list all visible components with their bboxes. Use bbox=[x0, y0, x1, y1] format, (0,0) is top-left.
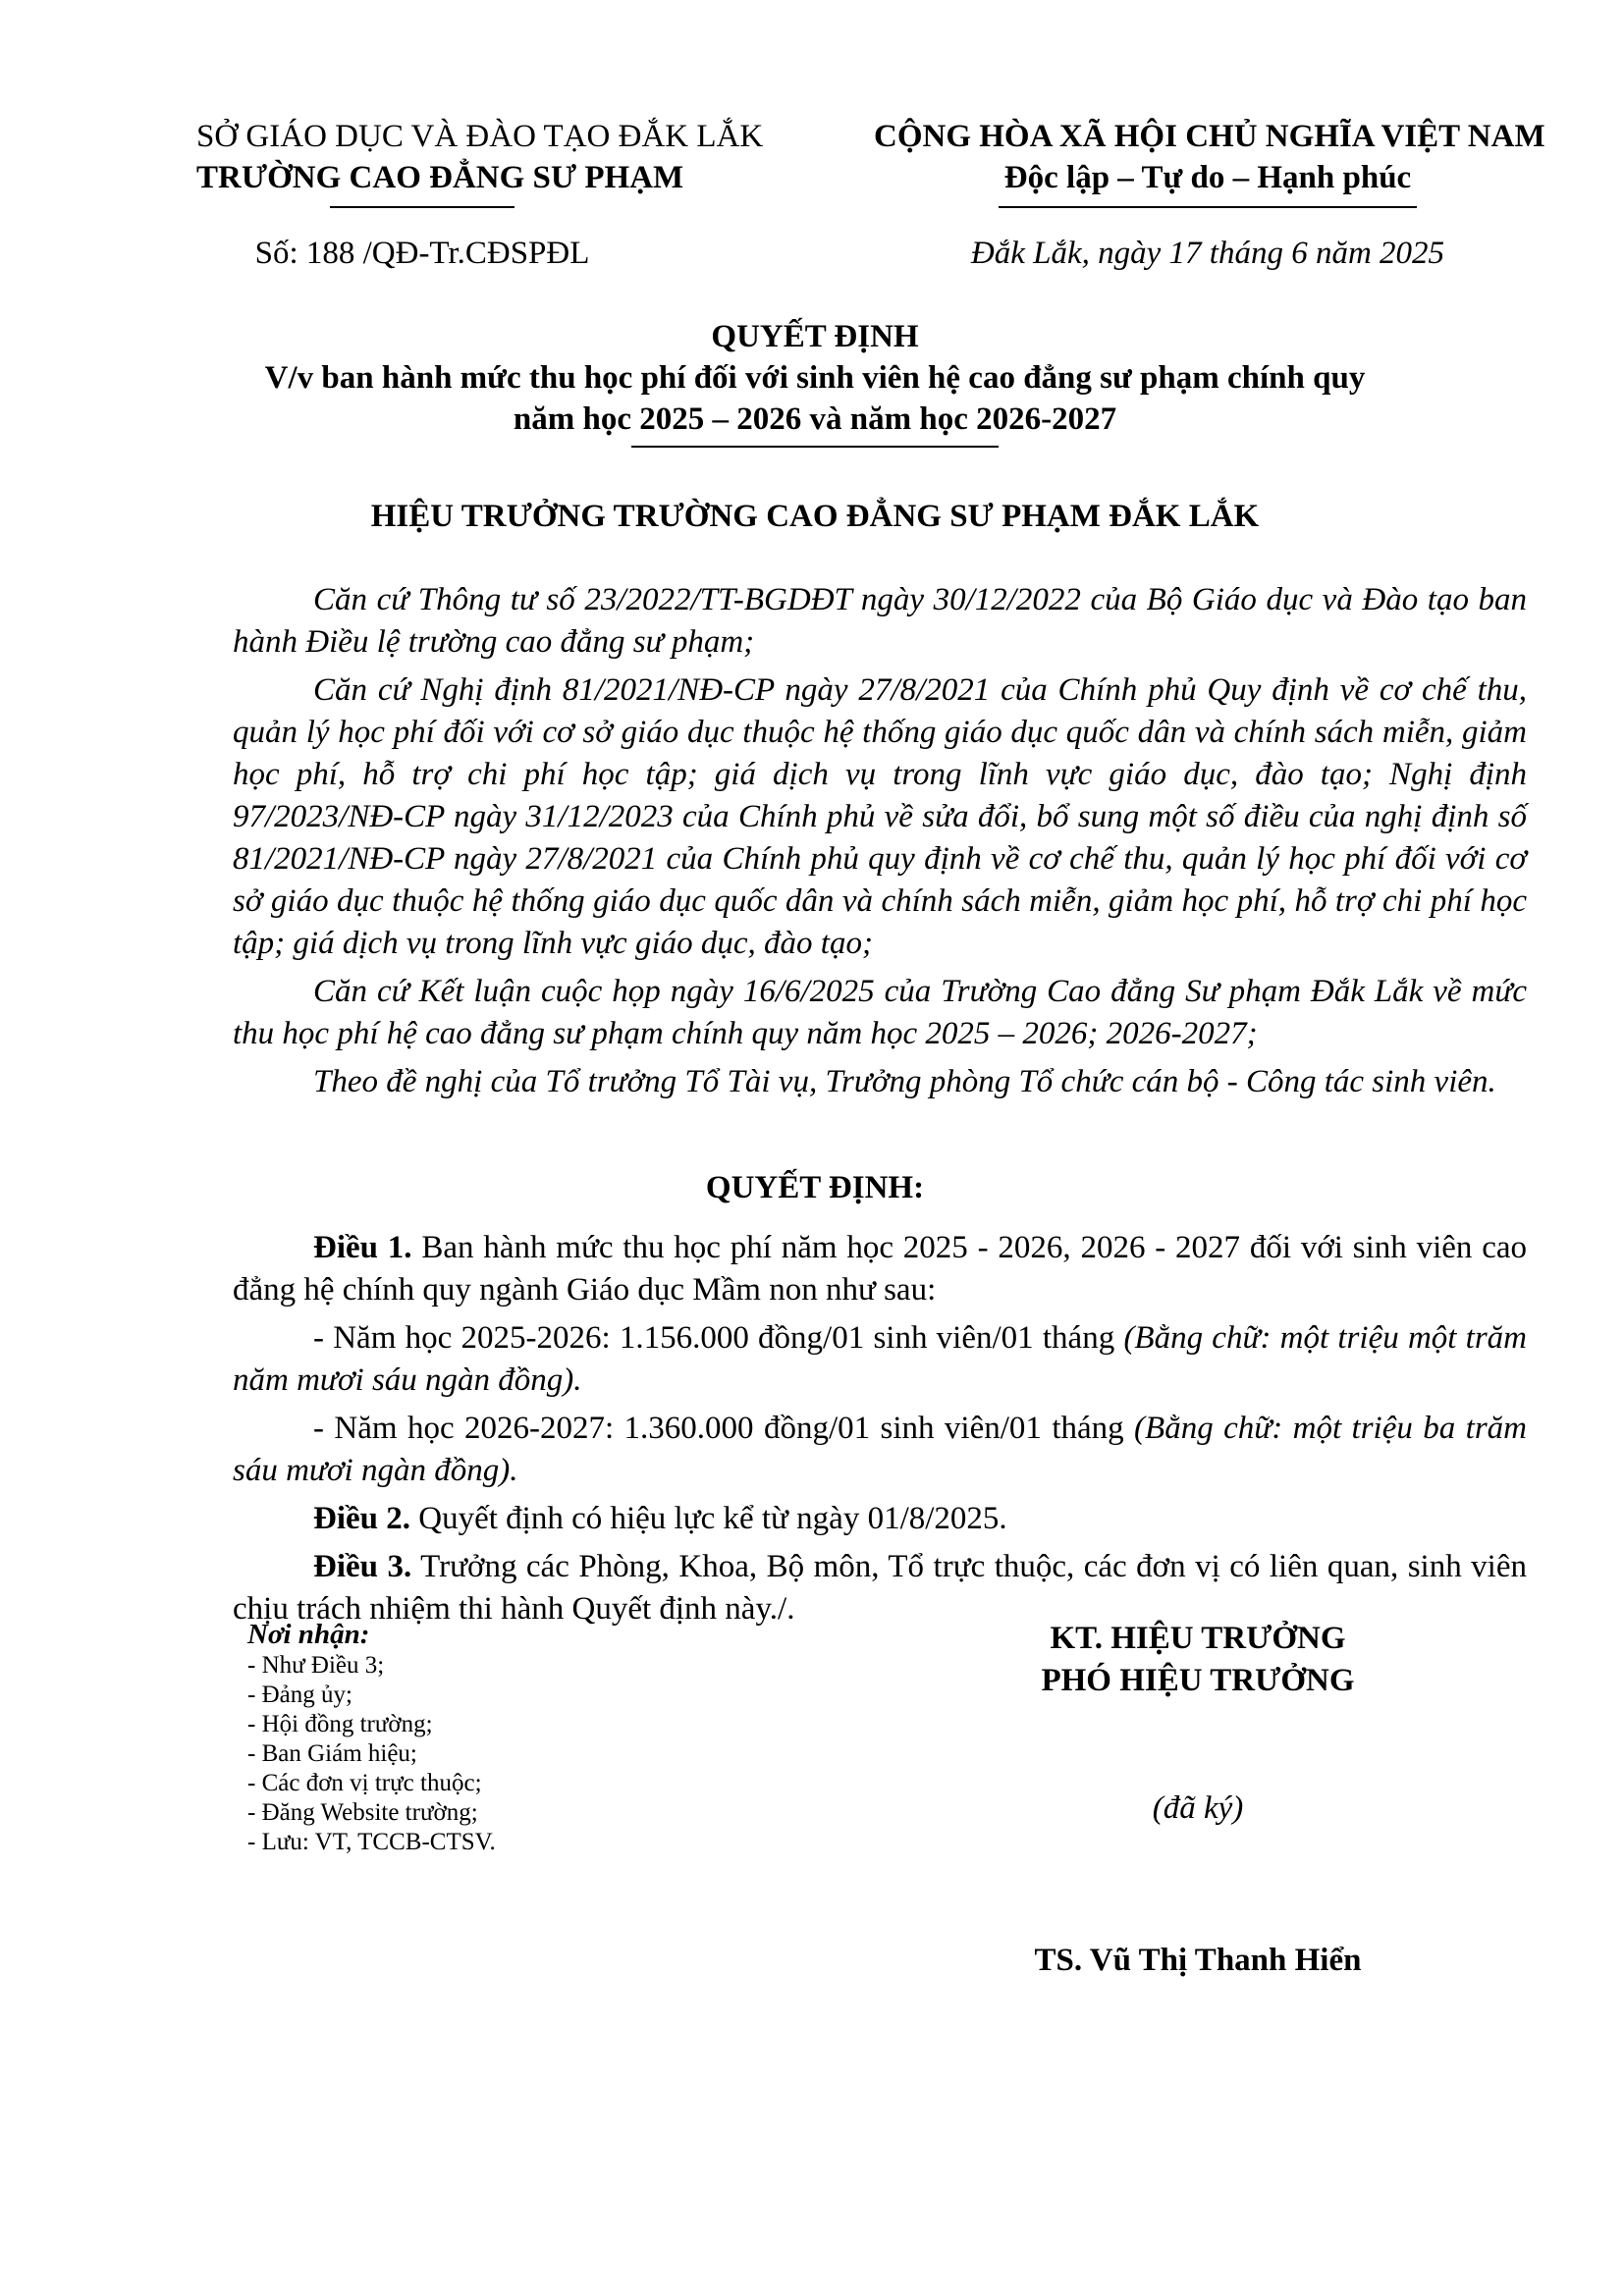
issuer-underline bbox=[330, 206, 514, 208]
signer-name: TS. Vũ Thị Thanh Hiển bbox=[1034, 1943, 1362, 1978]
basis-item: Căn cứ Thông tư số 23/2022/TT-BGDĐT ngày 30/12/2022 của Bộ Giáo dục và Đào tạo ban hành Điều lệ trường cao đẳng sư phạm; bbox=[233, 582, 1527, 660]
article-1-label: Điều 1. bbox=[313, 1230, 412, 1265]
recipient-item: - Hội đồng trường; bbox=[247, 1711, 433, 1737]
signed-note: (đã ký) bbox=[1152, 1790, 1244, 1826]
signature-title-1: KT. HIỆU TRƯỞNG bbox=[1050, 1621, 1346, 1656]
recipient-item: - Như Điều 3; bbox=[247, 1652, 385, 1679]
recipient-item: - Đảng ủy; bbox=[247, 1682, 352, 1708]
basis-item: Căn cứ Kết luận cuộc họp ngày 16/6/2025 của Trường Cao đẳng Sư phạm Đắk Lắk về mức thu học phí hệ cao đẳng sư phạm chính quy năm học 2025 – 2026; 2026-2027; bbox=[233, 974, 1527, 1051]
recipient-item: - Các đơn vị trực thuộc; bbox=[247, 1770, 482, 1796]
recipients-list bbox=[247, 1618, 738, 1857]
article-2-label: Điều 2. bbox=[313, 1501, 410, 1536]
document-date: Đắk Lắk, ngày 17 tháng 6 năm 2025 bbox=[970, 236, 1445, 271]
article-2 bbox=[233, 1498, 1527, 1540]
national-motto-block bbox=[874, 116, 1545, 208]
recipient-item: - Ban Giám hiệu; bbox=[247, 1740, 417, 1767]
title-subject-line1: V/v ban hành mức thu học phí đối với sinh viên hệ cao đẳng sư phạm chính quy bbox=[264, 360, 1366, 396]
basis-item: Theo đề nghị của Tổ trưởng Tổ Tài vụ, Trưởng phòng Tổ chức cán bộ - Công tác sinh viên. bbox=[313, 1064, 1496, 1099]
issuer-school: TRƯỜNG CAO ĐẲNG SƯ PHẠM bbox=[196, 160, 684, 195]
title-underline bbox=[631, 446, 999, 448]
fee-2025-2026 bbox=[233, 1317, 1527, 1402]
title-subject-line2: năm học 2025 – 2026 và năm học 2026-2027 bbox=[513, 401, 1117, 437]
fee-2-text: - Năm học 2026-2027: 1.360.000 đồng/01 sinh viên/01 tháng bbox=[313, 1411, 1135, 1446]
article-1 bbox=[233, 1227, 1527, 1311]
issuer-block bbox=[196, 116, 764, 208]
basis-item: Căn cứ Nghị định 81/2021/NĐ-CP ngày 27/8/2021 của Chính phủ Quy định về cơ chế thu, quản lý học phí đối với cơ sở giáo dục thuộc hệ thống giáo dục quốc dân và chính sách miễn, giảm học phí, hỗ trợ chi phí học tập; giá dịch vụ trong lĩnh vực giáo dục, đào tạo; Nghị định 97/2023/NĐ-CP ngày 31/12/2023 của Chính phủ về sửa đổi, bổ sung một số điều của nghị định số 81/2021/NĐ-CP ngày 27/8/2021 của Chính phủ quy định về cơ chế thu, quản lý học phí đối với cơ sở giáo dục thuộc hệ thống giáo dục quốc dân và chính sách miễn, giảm học phí, hỗ trợ chi phí học tập; giá dịch vụ trong lĩnh vực giáo dục, đào tạo; bbox=[233, 672, 1527, 961]
motto: Độc lập – Tự do – Hạnh phúc bbox=[1003, 160, 1412, 195]
legal-basis bbox=[233, 579, 1527, 1109]
authority-heading: HIỆU TRƯỞNG TRƯỜNG CAO ĐẲNG SƯ PHẠM ĐẮK LẮK bbox=[370, 499, 1260, 534]
decision-heading: QUYẾT ĐỊNH: bbox=[705, 1170, 925, 1205]
issuer-department: SỞ GIÁO DỤC VÀ ĐÀO TẠO ĐẮK LẮK bbox=[196, 119, 764, 154]
article-3-label: Điều 3. bbox=[313, 1549, 412, 1584]
fee-1-words: (Bằng chữ: một triệu một trăm năm mươi sáu ngàn đồng). bbox=[233, 1320, 1528, 1398]
recipient-item: - Lưu: VT, TCCB-CTSV. bbox=[247, 1829, 496, 1855]
article-3-text: Trưởng các Phòng, Khoa, Bộ môn, Tổ trực thuộc, các đơn vị có liên quan, sinh viên chịu trách nhiệm thi hành Quyết định này./. bbox=[233, 1549, 1527, 1627]
document-title bbox=[177, 316, 1453, 448]
recipients-title: Nơi nhận: bbox=[247, 1619, 370, 1650]
article-2-text: Quyết định có hiệu lực kể từ ngày 01/8/2025. bbox=[410, 1501, 1007, 1536]
recipient-item: - Đăng Website trường; bbox=[247, 1799, 478, 1826]
signature-title-2: PHÓ HIỆU TRƯỞNG bbox=[1041, 1663, 1355, 1698]
country-name: CỘNG HÒA XÃ HỘI CHỦ NGHĨA VIỆT NAM bbox=[874, 119, 1545, 154]
article-1-text: Ban hành mức thu học phí năm học 2025 - 2026, 2026 - 2027 đối với sinh viên cao đẳng hệ chính quy ngành Giáo dục Mầm non như sau: bbox=[233, 1230, 1527, 1308]
document-number: Số: 188 /QĐ-Tr.CĐSPĐL bbox=[254, 236, 590, 271]
title-decision: QUYẾT ĐỊNH bbox=[711, 319, 919, 354]
articles bbox=[233, 1227, 1527, 1636]
signature-block bbox=[923, 1618, 1473, 1979]
fee-1-text: - Năm học 2025-2026: 1.156.000 đồng/01 sinh viên/01 tháng bbox=[313, 1320, 1124, 1356]
fee-2026-2027 bbox=[233, 1408, 1527, 1492]
fee-2-words: (Bằng chữ: một triệu ba trăm sáu mươi ngàn đồng). bbox=[233, 1411, 1528, 1488]
motto-underline bbox=[999, 206, 1417, 208]
